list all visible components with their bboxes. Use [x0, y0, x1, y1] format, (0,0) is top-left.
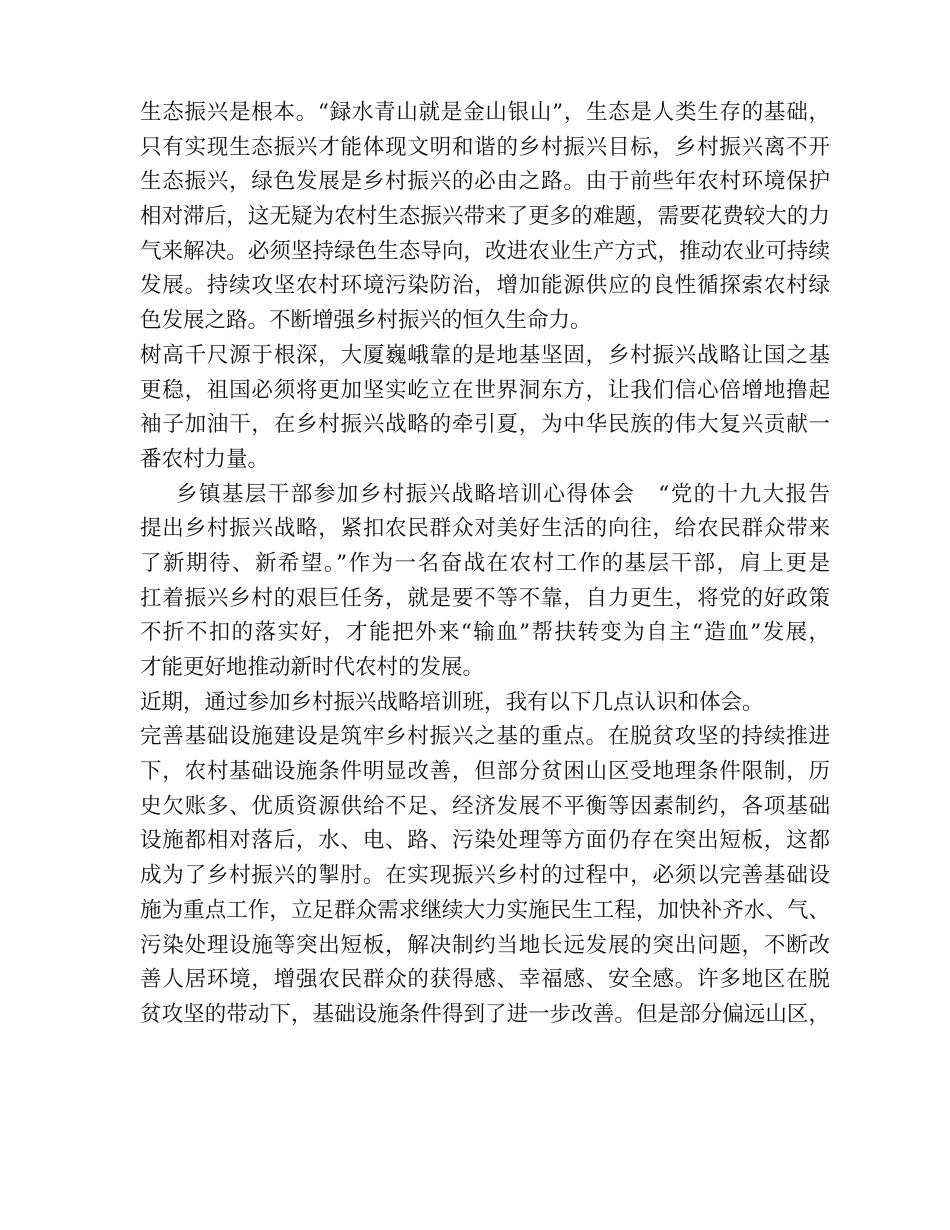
- text-line: 下，农村基础设施条件明显改善，但部分贫困山区受地理条件限制，历: [140, 759, 830, 785]
- text-line: 史欠账多、优质资源供给不足、经济发展不平衡等因素制约，各项基础: [140, 793, 830, 819]
- text-line: 扛着振兴乡村的艰巨任务，就是要不等不靠，自力更生，将党的好政策: [140, 585, 830, 611]
- text-line: 近期，通过参加乡村振兴战略培训班，我有以下几点认识和体会。: [140, 689, 764, 715]
- text-line: 贫攻坚的带动下，基础设施条件得到了进一步改善。但是部分偏远山区，: [140, 1001, 830, 1027]
- text-line: 善人居环境，增强农民群众的获得感、幸福感、安全感。许多地区在脱: [140, 967, 830, 993]
- text-line: 施为重点工作，立足群众需求继续大力实施民生工程，加快补齐水、气、: [140, 897, 830, 923]
- text-line: 番农村力量。: [140, 446, 270, 472]
- text-line: 污染处理设施等突出短板，解决制约当地长远发展的突出问题，不断改: [140, 932, 830, 958]
- text-line: 气来解决。必须坚持绿色生态导向，改进农业生产方式，推动农业可持续: [140, 238, 830, 264]
- text-line: 提出乡村振兴战略，紧扣农民群众对美好生活的向往，给农民群众带来: [140, 516, 830, 542]
- text-line: 只有实现生态振兴才能体现文明和谐的乡村振兴目标，乡村振兴离不开: [140, 134, 830, 160]
- text-line: 了新期待、新希望。”作为一名奋战在农村工作的基层干部，肩上更是: [140, 550, 830, 576]
- text-line: 才能更好地推动新时代农村的发展。: [140, 655, 485, 680]
- text-line: 生态振兴是根本。“録水青山就是金山银山”，生态是人类生存的基础，: [140, 100, 830, 125]
- text-line: 成为了乡村振兴的掣肘。在实现振兴乡村的过程中，必须以完善基础设: [140, 863, 830, 889]
- text-line: 发展。持续攻坚农村环境污染防治，增加能源供应的良性循探索农村绿: [140, 273, 830, 299]
- text-line: 乡镇基层干部参加乡村振兴战略培训心得体会 “党的十九大报告: [176, 481, 830, 507]
- text-line: 树高千尺源于根深，大厦巍峨靠的是地基坚固，乡村振兴战略让国之基: [140, 342, 830, 368]
- text-line: 设施都相对落后，水、电、路、污染处理等方面仍存在突出短板，这都: [140, 828, 830, 854]
- text-line: 色发展之路。不断增强乡村振兴的恒久生命力。: [140, 308, 592, 334]
- text-line: 生态振兴，绿色发展是乡村振兴的必由之路。由于前些年农村环境保护: [140, 169, 830, 195]
- document-body: [140, 96, 830, 1033]
- text-line: 不折不扣的落实好，才能把外来“输血”帮扶转变为自主“造血”发展，: [140, 620, 830, 646]
- text-line: 完善基础设施建设是筑牢乡村振兴之基的重点。在脱贫攻坚的持续推进: [140, 724, 830, 750]
- text-line: 袖子加油干，在乡村振兴战略的牵引夏，为中华民族的伟大复兴贡献一: [140, 412, 830, 438]
- text-line: 更稳，祖国必须将更加坚实屹立在世界洞东方，让我们信心倍增地撸起: [140, 377, 830, 403]
- text-line: 相对滞后，这无疑为农村生态振兴带来了更多的难题，需要花费较大的力: [140, 204, 830, 230]
